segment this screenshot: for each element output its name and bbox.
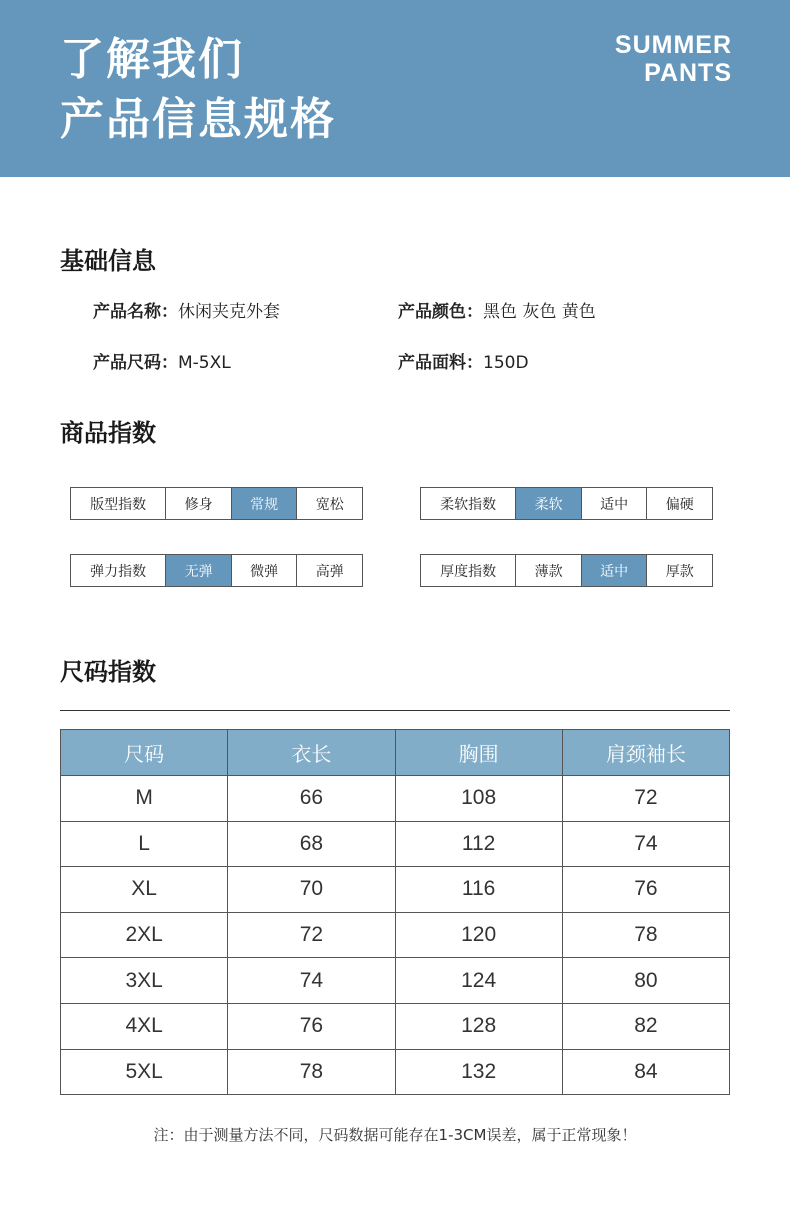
index-group-fit [70, 487, 363, 520]
table-cell: 76 [228, 1003, 395, 1049]
index-option-selected: 无弹 [165, 555, 231, 586]
table-cell: 2XL [61, 912, 228, 958]
index-label: 弹力指数 [90, 563, 147, 580]
product-fabric-key: 产品面料： [398, 353, 483, 373]
table-cell: M [61, 776, 228, 822]
index-group-thickness [420, 554, 713, 587]
table-cell: 78 [562, 912, 729, 958]
index-option: 微弹 [231, 555, 297, 586]
table-header-row [61, 730, 730, 776]
table-cell: 128 [395, 1003, 562, 1049]
measurement-note: 注：由于测量方法不同，尺码数据可能存在1-3CM误差，属于正常现象！ [153, 1126, 637, 1144]
index-option-selected: 适中 [581, 555, 647, 586]
table-cell: L [61, 821, 228, 867]
index-option: 适中 [581, 488, 647, 519]
product-color-row [398, 304, 596, 321]
table-cell: 76 [562, 867, 729, 913]
banner-en-line1: SUMMER [614, 31, 732, 59]
table-cell: 78 [228, 1049, 395, 1095]
banner-en-line2: PANTS [644, 59, 732, 87]
banner-title-line2: 产品信息规格 [60, 94, 336, 145]
product-size-key: 产品尺码： [93, 353, 178, 373]
table-row [61, 912, 730, 958]
table-row [61, 821, 730, 867]
index-option: 薄款 [515, 555, 581, 586]
table-cell: 112 [395, 821, 562, 867]
index-option: 修身 [165, 488, 231, 519]
table-cell: 66 [228, 776, 395, 822]
table-cell: 3XL [61, 958, 228, 1004]
product-size-row [93, 355, 231, 372]
index-label: 厚度指数 [440, 563, 497, 580]
product-fabric-value: 150D [483, 353, 529, 373]
product-color-key: 产品颜色： [398, 302, 483, 322]
table-cell: 4XL [61, 1003, 228, 1049]
table-cell: XL [61, 867, 228, 913]
product-name-row [93, 304, 280, 321]
basic-info-heading: 基础信息 [60, 247, 156, 275]
size-table [60, 729, 730, 1095]
table-cell: 84 [562, 1049, 729, 1095]
index-option: 厚款 [646, 555, 712, 586]
table-cell: 72 [562, 776, 729, 822]
table-cell: 80 [562, 958, 729, 1004]
table-cell: 5XL [61, 1049, 228, 1095]
index-option: 高弹 [296, 555, 362, 586]
size-index-heading: 尺码指数 [60, 658, 156, 686]
index-group-softness [420, 487, 713, 520]
col-header-chest: 胸围 [395, 730, 562, 776]
index-option: 偏硬 [646, 488, 712, 519]
table-row [61, 1049, 730, 1095]
index-option-selected: 柔软 [515, 488, 581, 519]
table-cell: 120 [395, 912, 562, 958]
table-row [61, 776, 730, 822]
index-group-elasticity [70, 554, 363, 587]
col-header-size: 尺码 [61, 730, 228, 776]
table-cell: 74 [228, 958, 395, 1004]
col-header-length: 衣长 [228, 730, 395, 776]
product-size-value: M-5XL [178, 353, 231, 373]
table-row [61, 1003, 730, 1049]
index-option-selected: 常规 [231, 488, 297, 519]
table-row [61, 958, 730, 1004]
table-cell: 116 [395, 867, 562, 913]
header-banner [0, 0, 790, 177]
section-divider [60, 710, 730, 711]
product-index-heading: 商品指数 [60, 419, 156, 447]
table-cell: 124 [395, 958, 562, 1004]
table-cell: 68 [228, 821, 395, 867]
product-name-value: 休闲夹克外套 [178, 302, 280, 322]
col-header-sleeve: 肩颈袖长 [562, 730, 729, 776]
index-label: 版型指数 [90, 496, 147, 513]
table-cell: 74 [562, 821, 729, 867]
index-option: 宽松 [296, 488, 362, 519]
table-cell: 132 [395, 1049, 562, 1095]
index-label: 柔软指数 [440, 496, 497, 513]
product-color-value: 黑色 灰色 黄色 [483, 302, 596, 322]
table-row [61, 867, 730, 913]
product-name-key: 产品名称： [93, 302, 178, 322]
table-cell: 108 [395, 776, 562, 822]
table-cell: 82 [562, 1003, 729, 1049]
product-fabric-row [398, 355, 529, 372]
table-cell: 72 [228, 912, 395, 958]
banner-title-line1: 了解我们 [60, 34, 244, 85]
table-cell: 70 [228, 867, 395, 913]
